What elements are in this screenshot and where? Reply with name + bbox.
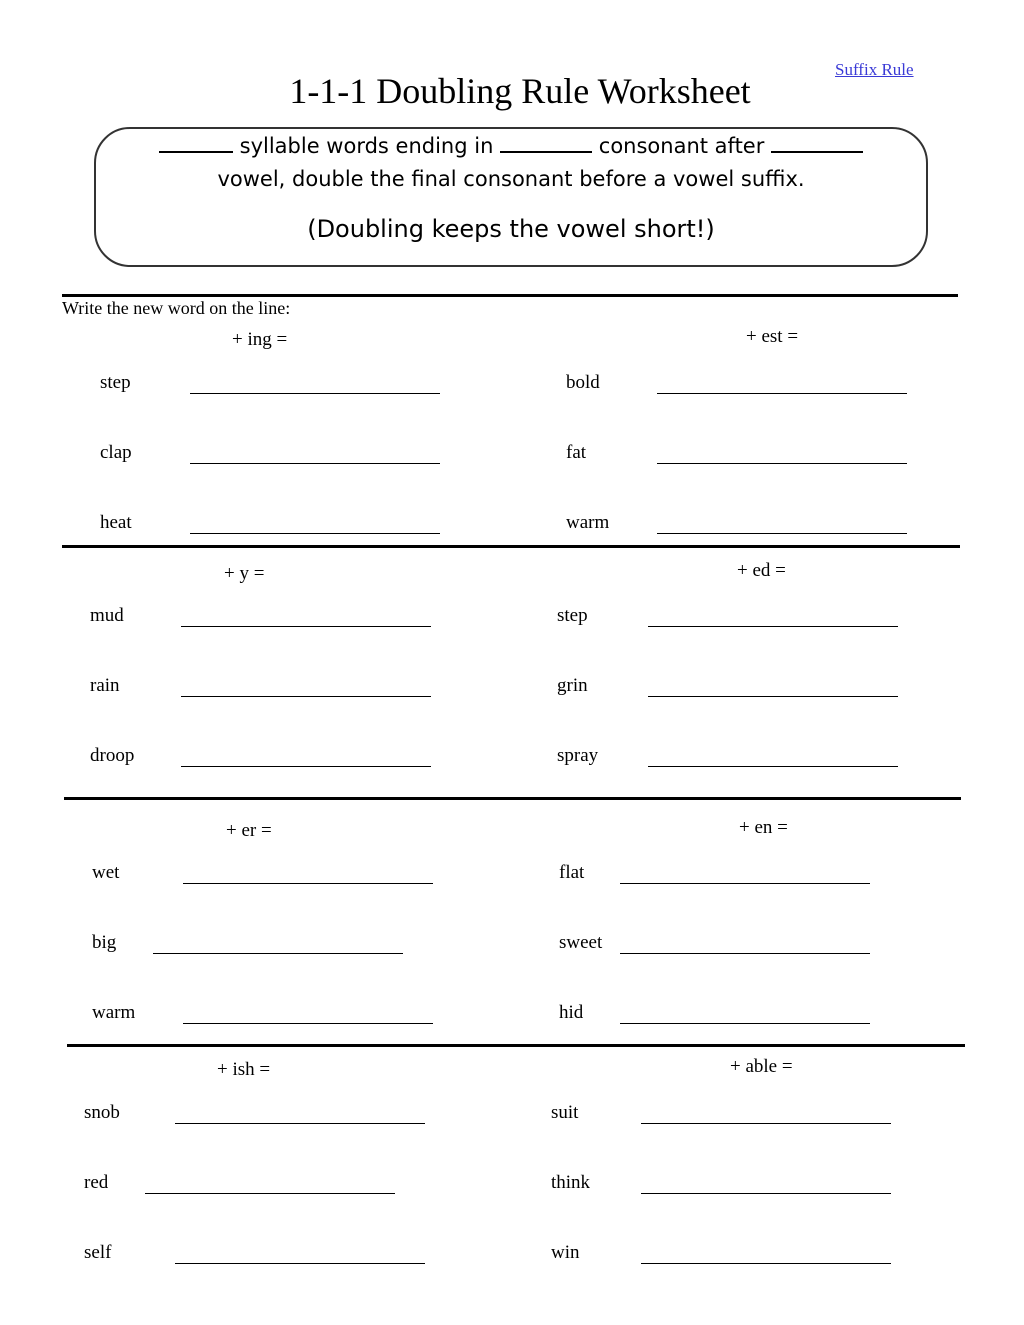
word-big: big [92, 932, 117, 953]
rule-line-3: (Doubling keeps the vowel short!) [307, 215, 715, 243]
answer-line[interactable] [620, 953, 870, 954]
blank-syllable[interactable] [159, 133, 233, 153]
answer-line[interactable] [175, 1123, 425, 1124]
answer-line[interactable] [175, 1263, 425, 1264]
word-warm: warm [92, 1002, 136, 1023]
word-fat: fat [566, 442, 587, 463]
suffix-heading-ing: + ing = [232, 329, 288, 350]
answer-line[interactable] [153, 953, 403, 954]
answer-line[interactable] [181, 626, 431, 627]
suffix-heading-en: + en = [739, 817, 788, 838]
answer-line[interactable] [657, 393, 907, 394]
divider-3 [67, 1044, 965, 1047]
suffix-heading-ed: + ed = [737, 560, 786, 581]
word-hid: hid [559, 1002, 584, 1023]
word-clap: clap [100, 442, 132, 463]
page-title: 1-1-1 Doubling Rule Worksheet [289, 71, 751, 111]
word-step: step [557, 605, 588, 626]
suffix-rule-link[interactable]: Suffix Rule [835, 60, 914, 79]
word-think: think [551, 1172, 591, 1193]
answer-line[interactable] [657, 463, 907, 464]
answer-line[interactable] [190, 463, 440, 464]
blank-vowel[interactable] [771, 133, 863, 153]
answer-line[interactable] [648, 696, 898, 697]
word-win: win [551, 1242, 580, 1263]
word-sweet: sweet [559, 932, 603, 953]
word-rain: rain [90, 675, 120, 696]
word-heat: heat [100, 512, 132, 533]
word-spray: spray [557, 745, 599, 766]
word-self: self [84, 1242, 112, 1263]
word-wet: wet [92, 862, 120, 883]
answer-line[interactable] [657, 533, 907, 534]
word-warm: warm [566, 512, 610, 533]
answer-line[interactable] [648, 626, 898, 627]
suffix-heading-er: + er = [226, 820, 272, 841]
answer-line[interactable] [181, 696, 431, 697]
suffix-heading-est: + est = [746, 326, 799, 347]
suffix-heading-able: + able = [730, 1056, 793, 1077]
word-snob: snob [84, 1102, 120, 1123]
answer-line[interactable] [648, 766, 898, 767]
answer-line[interactable] [190, 533, 440, 534]
divider-1 [62, 545, 960, 548]
word-bold: bold [566, 372, 600, 393]
word-flat: flat [559, 862, 585, 883]
rule-line-1 [96, 133, 926, 158]
answer-line[interactable] [183, 1023, 433, 1024]
answer-line[interactable] [620, 1023, 870, 1024]
instructions: Write the new word on the line: [62, 298, 291, 318]
rule-box [94, 127, 928, 267]
rule-text-1a: syllable words ending in [239, 134, 494, 158]
word-droop: droop [90, 745, 135, 766]
answer-line[interactable] [620, 883, 870, 884]
word-red: red [84, 1172, 109, 1193]
rule-line-2: vowel, double the final consonant before a vowel suffix. [217, 167, 805, 191]
answer-line[interactable] [641, 1263, 891, 1264]
answer-line[interactable] [181, 766, 431, 767]
divider-2 [64, 797, 961, 800]
word-suit: suit [551, 1102, 579, 1123]
answer-line[interactable] [641, 1123, 891, 1124]
rule-text-1b: consonant after [598, 134, 765, 158]
answer-line[interactable] [641, 1193, 891, 1194]
blank-consonant[interactable] [500, 133, 592, 153]
answer-line[interactable] [190, 393, 440, 394]
answer-line[interactable] [145, 1193, 395, 1194]
word-step: step [100, 372, 131, 393]
answer-line[interactable] [183, 883, 433, 884]
word-grin: grin [557, 675, 588, 696]
word-mud: mud [90, 605, 124, 626]
divider-top [62, 294, 958, 297]
suffix-heading-ish: + ish = [217, 1059, 271, 1080]
suffix-heading-y: + y = [224, 563, 265, 584]
